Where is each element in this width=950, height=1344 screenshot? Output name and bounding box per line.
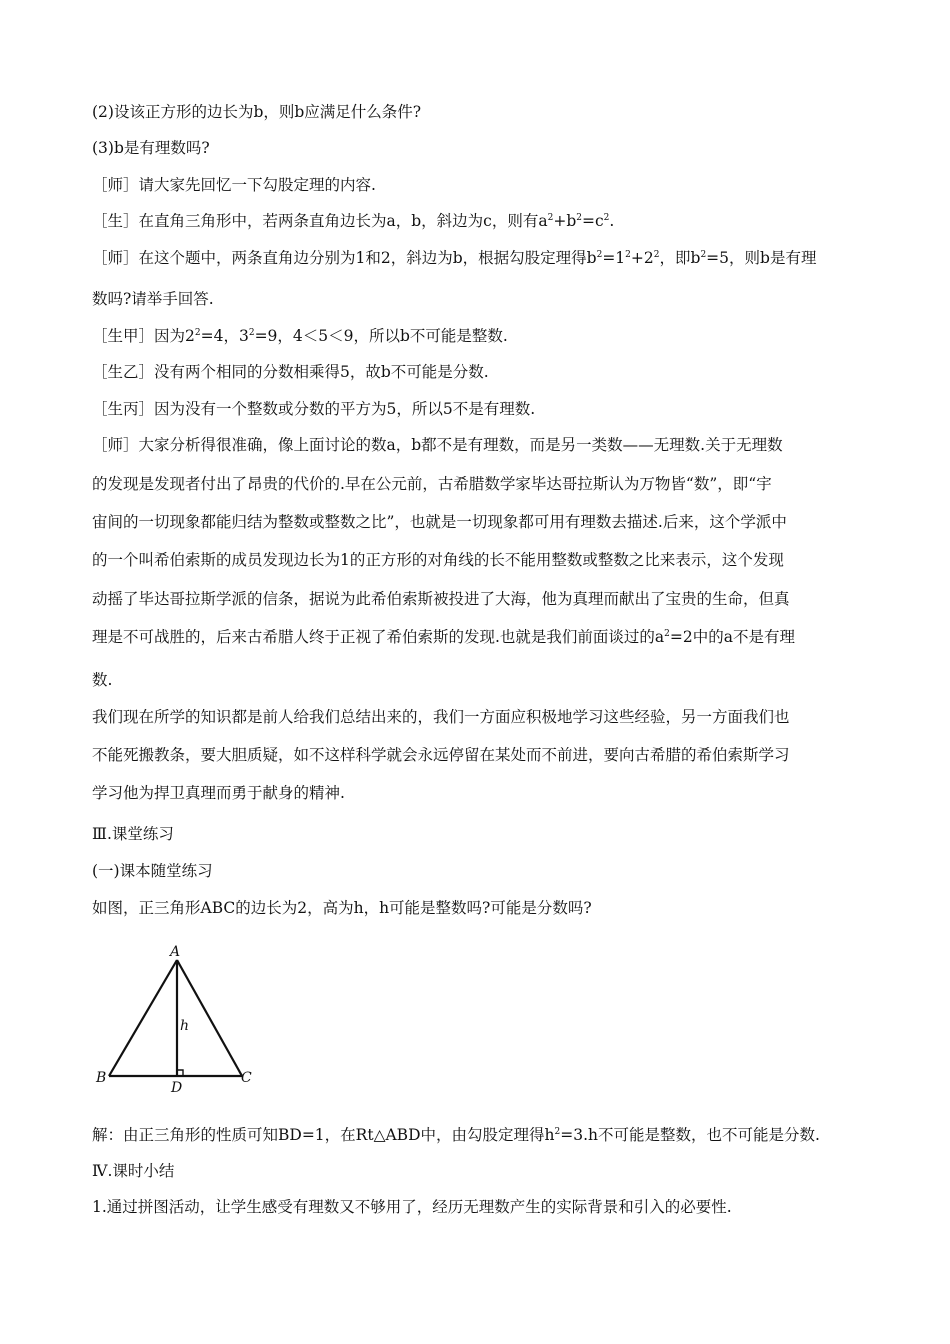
summary-point-1: 1.通过拼图活动，让学生感受有理数又不够用了，经历无理数产生的实际背景和引入的必要性. — [92, 1198, 732, 1216]
section-3-heading: Ⅲ.课堂练习 — [92, 825, 174, 843]
triangle-figure — [92, 942, 262, 1092]
student-c: ［生丙］因为没有一个整数或分数的平方为5，所以5不是有理数. — [92, 400, 536, 418]
label-b: B — [96, 1070, 107, 1086]
label-c: C — [241, 1070, 252, 1086]
solution-text: 解：由正三角形的性质可知BD=1，在Rt△ABD中，由勾股定理得$h^2=3.h$不可能是整数，也不可能是分数. — [92, 1126, 820, 1144]
summary-line-3: 学习他为捍卫真理而勇于献身的精神. — [92, 784, 345, 802]
student-a: ［生甲］因为$2^2=4$，$3^2=9$，4＜5＜9，所以b不可能是整数. — [92, 327, 508, 345]
question-3: (3)b是有理数吗? — [92, 139, 210, 157]
summary-line-2: 不能死搬教条，要大胆质疑，如不这样科学就会永远停留在某处而不前进，要向古希腊的希伯索斯学习 — [92, 746, 790, 764]
teacher-line-1: ［师］请大家先回忆一下勾股定理的内容. — [92, 176, 376, 194]
teacher3-line-4: 的一个叫希伯索斯的成员发现边长为1的正方形的对角线的长不能用整数或整数之比来表示，这个发现 — [92, 551, 784, 569]
summary-line-1: 我们现在所学的知识都是前人给我们总结出来的，我们一方面应积极地学习这些经验，另一方面我们也 — [92, 708, 790, 726]
label-d: D — [171, 1080, 183, 1092]
teacher-line-2-cont: 数吗?请举手回答. — [92, 290, 214, 308]
teacher3-line-1: ［师］大家分析得很准确，像上面讨论的数a，b都不是有理数，而是另一类数——无理数.关于无理数 — [92, 436, 783, 454]
side-ab — [109, 960, 177, 1076]
student-line-1: ［生］在直角三角形中，若两条直角边长为a，b，斜边为c，则有$a^2+b^2=c^2$. — [92, 212, 615, 230]
label-a: A — [170, 944, 181, 960]
teacher-line-2: ［师］在这个题中，两条直角边分别为1和2，斜边为b，根据勾股定理得$b^2=1^2+2^2$，即$b^2=5$，则b是有理 — [92, 249, 817, 267]
teacher3-line-6: 理是不可战胜的，后来古希腊人终于正视了希伯索斯的发现.也就是我们前面谈过的$a^2=2$中的a不是有理 — [92, 628, 795, 646]
exercise-text: 如图，正三角形ABC的边长为2，高为h，h可能是整数吗?可能是分数吗? — [92, 899, 592, 917]
teacher3-line-5: 动摇了毕达哥拉斯学派的信条，据说为此希伯索斯被投进了大海，他为真理而献出了宝贵的生命，但真 — [92, 590, 790, 608]
label-h: h — [180, 1018, 190, 1034]
teacher3-line-3: 宙间的一切现象都能归结为整数或整数之比”，也就是一切现象都可用有理数去描述.后来，这个学派中 — [92, 513, 787, 531]
subsection-1-heading: (一)课本随堂练习 — [92, 862, 213, 880]
section-4-heading: Ⅳ.课时小结 — [92, 1162, 175, 1180]
teacher3-line-2: 的发现是发现者付出了昂贵的代价的.早在公元前，古希腊数学家毕达哥拉斯认为万物皆“数”，即“宇 — [92, 475, 772, 493]
teacher3-line-7: 数. — [92, 671, 113, 689]
question-2: (2)设该正方形的边长为b，则b应满足什么条件? — [92, 103, 422, 121]
student-b: ［生乙］没有两个相同的分数相乘得5，故b不可能是分数. — [92, 363, 489, 381]
